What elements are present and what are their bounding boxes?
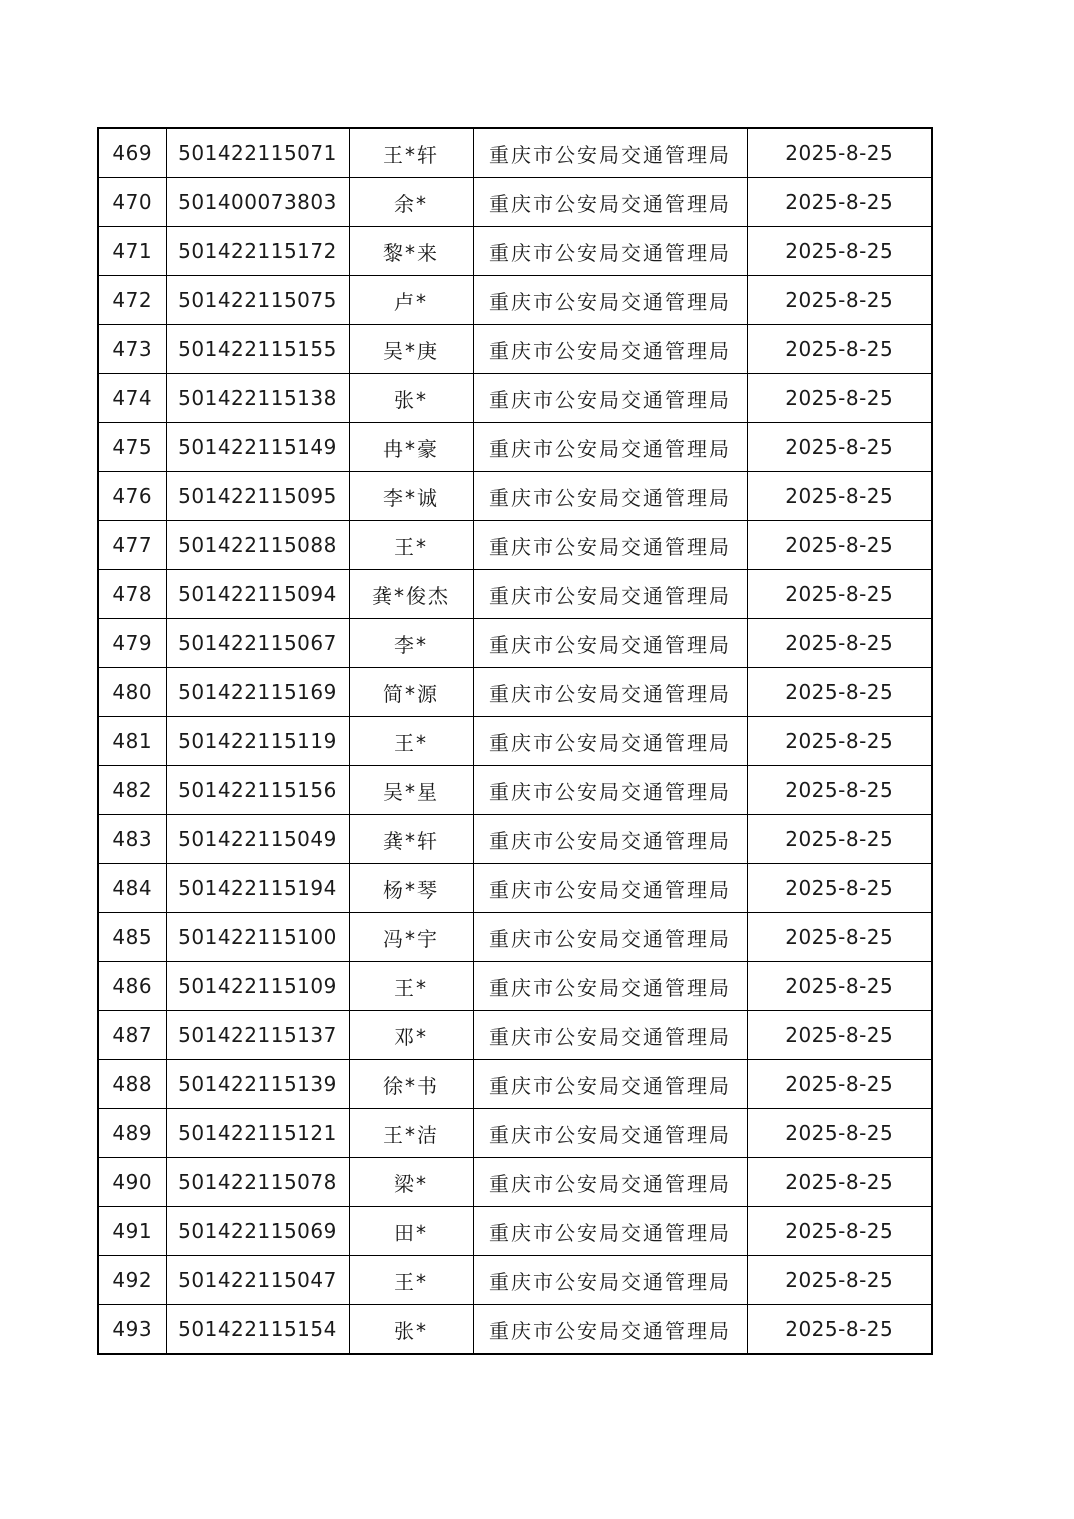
organization-cell: 重庆市公安局交通管理局 — [473, 128, 747, 178]
name-cell: 冯*宇 — [349, 913, 473, 962]
organization-cell: 重庆市公安局交通管理局 — [473, 227, 747, 276]
row-number-cell: 471 — [98, 227, 166, 276]
date-cell: 2025-8-25 — [747, 227, 932, 276]
row-number-cell: 479 — [98, 619, 166, 668]
name-cell: 王* — [349, 1256, 473, 1305]
table-row — [98, 1109, 932, 1158]
date-cell: 2025-8-25 — [747, 1060, 932, 1109]
id-number-cell: 501422115155 — [166, 325, 349, 374]
table-row — [98, 766, 932, 815]
table-row — [98, 864, 932, 913]
organization-cell: 重庆市公安局交通管理局 — [473, 1158, 747, 1207]
id-number-cell: 501422115138 — [166, 374, 349, 423]
name-cell: 简*源 — [349, 668, 473, 717]
name-cell: 邓* — [349, 1011, 473, 1060]
row-number-cell: 481 — [98, 717, 166, 766]
date-cell: 2025-8-25 — [747, 766, 932, 815]
name-cell: 杨*琴 — [349, 864, 473, 913]
roster-table — [97, 127, 933, 1355]
table-row — [98, 717, 932, 766]
id-number-cell: 501422115067 — [166, 619, 349, 668]
row-number-cell: 478 — [98, 570, 166, 619]
id-number-cell: 501422115119 — [166, 717, 349, 766]
name-cell: 张* — [349, 374, 473, 423]
row-number-cell: 482 — [98, 766, 166, 815]
date-cell: 2025-8-25 — [747, 178, 932, 227]
table-row — [98, 423, 932, 472]
id-number-cell: 501422115194 — [166, 864, 349, 913]
date-cell: 2025-8-25 — [747, 276, 932, 325]
date-cell: 2025-8-25 — [747, 717, 932, 766]
date-cell: 2025-8-25 — [747, 325, 932, 374]
row-number-cell: 480 — [98, 668, 166, 717]
name-cell: 龚*俊杰 — [349, 570, 473, 619]
organization-cell: 重庆市公安局交通管理局 — [473, 325, 747, 374]
date-cell: 2025-8-25 — [747, 1011, 932, 1060]
id-number-cell: 501422115154 — [166, 1305, 349, 1355]
id-number-cell: 501400073803 — [166, 178, 349, 227]
table-row — [98, 1011, 932, 1060]
organization-cell: 重庆市公安局交通管理局 — [473, 913, 747, 962]
table-row — [98, 815, 932, 864]
name-cell: 王* — [349, 717, 473, 766]
organization-cell: 重庆市公安局交通管理局 — [473, 1011, 747, 1060]
date-cell: 2025-8-25 — [747, 570, 932, 619]
row-number-cell: 470 — [98, 178, 166, 227]
name-cell: 张* — [349, 1305, 473, 1355]
organization-cell: 重庆市公安局交通管理局 — [473, 619, 747, 668]
date-cell: 2025-8-25 — [747, 128, 932, 178]
date-cell: 2025-8-25 — [747, 1109, 932, 1158]
name-cell: 黎*来 — [349, 227, 473, 276]
table-row — [98, 619, 932, 668]
row-number-cell: 485 — [98, 913, 166, 962]
name-cell: 梁* — [349, 1158, 473, 1207]
name-cell: 王*轩 — [349, 128, 473, 178]
date-cell: 2025-8-25 — [747, 1207, 932, 1256]
date-cell: 2025-8-25 — [747, 864, 932, 913]
date-cell: 2025-8-25 — [747, 815, 932, 864]
row-number-cell: 490 — [98, 1158, 166, 1207]
organization-cell: 重庆市公安局交通管理局 — [473, 1305, 747, 1355]
id-number-cell: 501422115047 — [166, 1256, 349, 1305]
table-row — [98, 1256, 932, 1305]
organization-cell: 重庆市公安局交通管理局 — [473, 374, 747, 423]
organization-cell: 重庆市公安局交通管理局 — [473, 276, 747, 325]
organization-cell: 重庆市公安局交通管理局 — [473, 962, 747, 1011]
id-number-cell: 501422115075 — [166, 276, 349, 325]
row-number-cell: 486 — [98, 962, 166, 1011]
row-number-cell: 474 — [98, 374, 166, 423]
organization-cell: 重庆市公安局交通管理局 — [473, 1060, 747, 1109]
roster-table-body — [98, 128, 932, 1354]
date-cell: 2025-8-25 — [747, 962, 932, 1011]
organization-cell: 重庆市公安局交通管理局 — [473, 668, 747, 717]
table-row — [98, 374, 932, 423]
name-cell: 王*洁 — [349, 1109, 473, 1158]
row-number-cell: 484 — [98, 864, 166, 913]
name-cell: 吴*庚 — [349, 325, 473, 374]
id-number-cell: 501422115109 — [166, 962, 349, 1011]
date-cell: 2025-8-25 — [747, 521, 932, 570]
date-cell: 2025-8-25 — [747, 374, 932, 423]
id-number-cell: 501422115095 — [166, 472, 349, 521]
id-number-cell: 501422115049 — [166, 815, 349, 864]
row-number-cell: 477 — [98, 521, 166, 570]
name-cell: 王* — [349, 962, 473, 1011]
table-row — [98, 178, 932, 227]
id-number-cell: 501422115078 — [166, 1158, 349, 1207]
date-cell: 2025-8-25 — [747, 1305, 932, 1355]
date-cell: 2025-8-25 — [747, 619, 932, 668]
table-row — [98, 962, 932, 1011]
table-row — [98, 521, 932, 570]
table-row — [98, 913, 932, 962]
row-number-cell: 475 — [98, 423, 166, 472]
date-cell: 2025-8-25 — [747, 913, 932, 962]
organization-cell: 重庆市公安局交通管理局 — [473, 815, 747, 864]
name-cell: 余* — [349, 178, 473, 227]
organization-cell: 重庆市公安局交通管理局 — [473, 1256, 747, 1305]
id-number-cell: 501422115137 — [166, 1011, 349, 1060]
id-number-cell: 501422115069 — [166, 1207, 349, 1256]
table-row — [98, 227, 932, 276]
row-number-cell: 493 — [98, 1305, 166, 1355]
id-number-cell: 501422115094 — [166, 570, 349, 619]
row-number-cell: 489 — [98, 1109, 166, 1158]
table-row — [98, 1305, 932, 1355]
name-cell: 王* — [349, 521, 473, 570]
row-number-cell: 476 — [98, 472, 166, 521]
date-cell: 2025-8-25 — [747, 668, 932, 717]
organization-cell: 重庆市公安局交通管理局 — [473, 570, 747, 619]
organization-cell: 重庆市公安局交通管理局 — [473, 178, 747, 227]
organization-cell: 重庆市公安局交通管理局 — [473, 766, 747, 815]
table-row — [98, 1060, 932, 1109]
name-cell: 卢* — [349, 276, 473, 325]
row-number-cell: 472 — [98, 276, 166, 325]
row-number-cell: 483 — [98, 815, 166, 864]
id-number-cell: 501422115088 — [166, 521, 349, 570]
organization-cell: 重庆市公安局交通管理局 — [473, 472, 747, 521]
id-number-cell: 501422115172 — [166, 227, 349, 276]
table-row — [98, 668, 932, 717]
table-row — [98, 1158, 932, 1207]
table-row — [98, 128, 932, 178]
name-cell: 李* — [349, 619, 473, 668]
table-row — [98, 1207, 932, 1256]
row-number-cell: 492 — [98, 1256, 166, 1305]
organization-cell: 重庆市公安局交通管理局 — [473, 717, 747, 766]
row-number-cell: 469 — [98, 128, 166, 178]
name-cell: 田* — [349, 1207, 473, 1256]
name-cell: 徐*书 — [349, 1060, 473, 1109]
date-cell: 2025-8-25 — [747, 472, 932, 521]
id-number-cell: 501422115149 — [166, 423, 349, 472]
name-cell: 李*诚 — [349, 472, 473, 521]
table-row — [98, 276, 932, 325]
id-number-cell: 501422115139 — [166, 1060, 349, 1109]
organization-cell: 重庆市公安局交通管理局 — [473, 1207, 747, 1256]
id-number-cell: 501422115156 — [166, 766, 349, 815]
name-cell: 龚*轩 — [349, 815, 473, 864]
name-cell: 冉*豪 — [349, 423, 473, 472]
row-number-cell: 491 — [98, 1207, 166, 1256]
table-row — [98, 325, 932, 374]
row-number-cell: 488 — [98, 1060, 166, 1109]
organization-cell: 重庆市公安局交通管理局 — [473, 423, 747, 472]
organization-cell: 重庆市公安局交通管理局 — [473, 521, 747, 570]
id-number-cell: 501422115121 — [166, 1109, 349, 1158]
id-number-cell: 501422115169 — [166, 668, 349, 717]
id-number-cell: 501422115100 — [166, 913, 349, 962]
table-row — [98, 570, 932, 619]
id-number-cell: 501422115071 — [166, 128, 349, 178]
organization-cell: 重庆市公安局交通管理局 — [473, 864, 747, 913]
row-number-cell: 487 — [98, 1011, 166, 1060]
date-cell: 2025-8-25 — [747, 1256, 932, 1305]
organization-cell: 重庆市公安局交通管理局 — [473, 1109, 747, 1158]
row-number-cell: 473 — [98, 325, 166, 374]
date-cell: 2025-8-25 — [747, 1158, 932, 1207]
name-cell: 吴*星 — [349, 766, 473, 815]
date-cell: 2025-8-25 — [747, 423, 932, 472]
table-row — [98, 472, 932, 521]
